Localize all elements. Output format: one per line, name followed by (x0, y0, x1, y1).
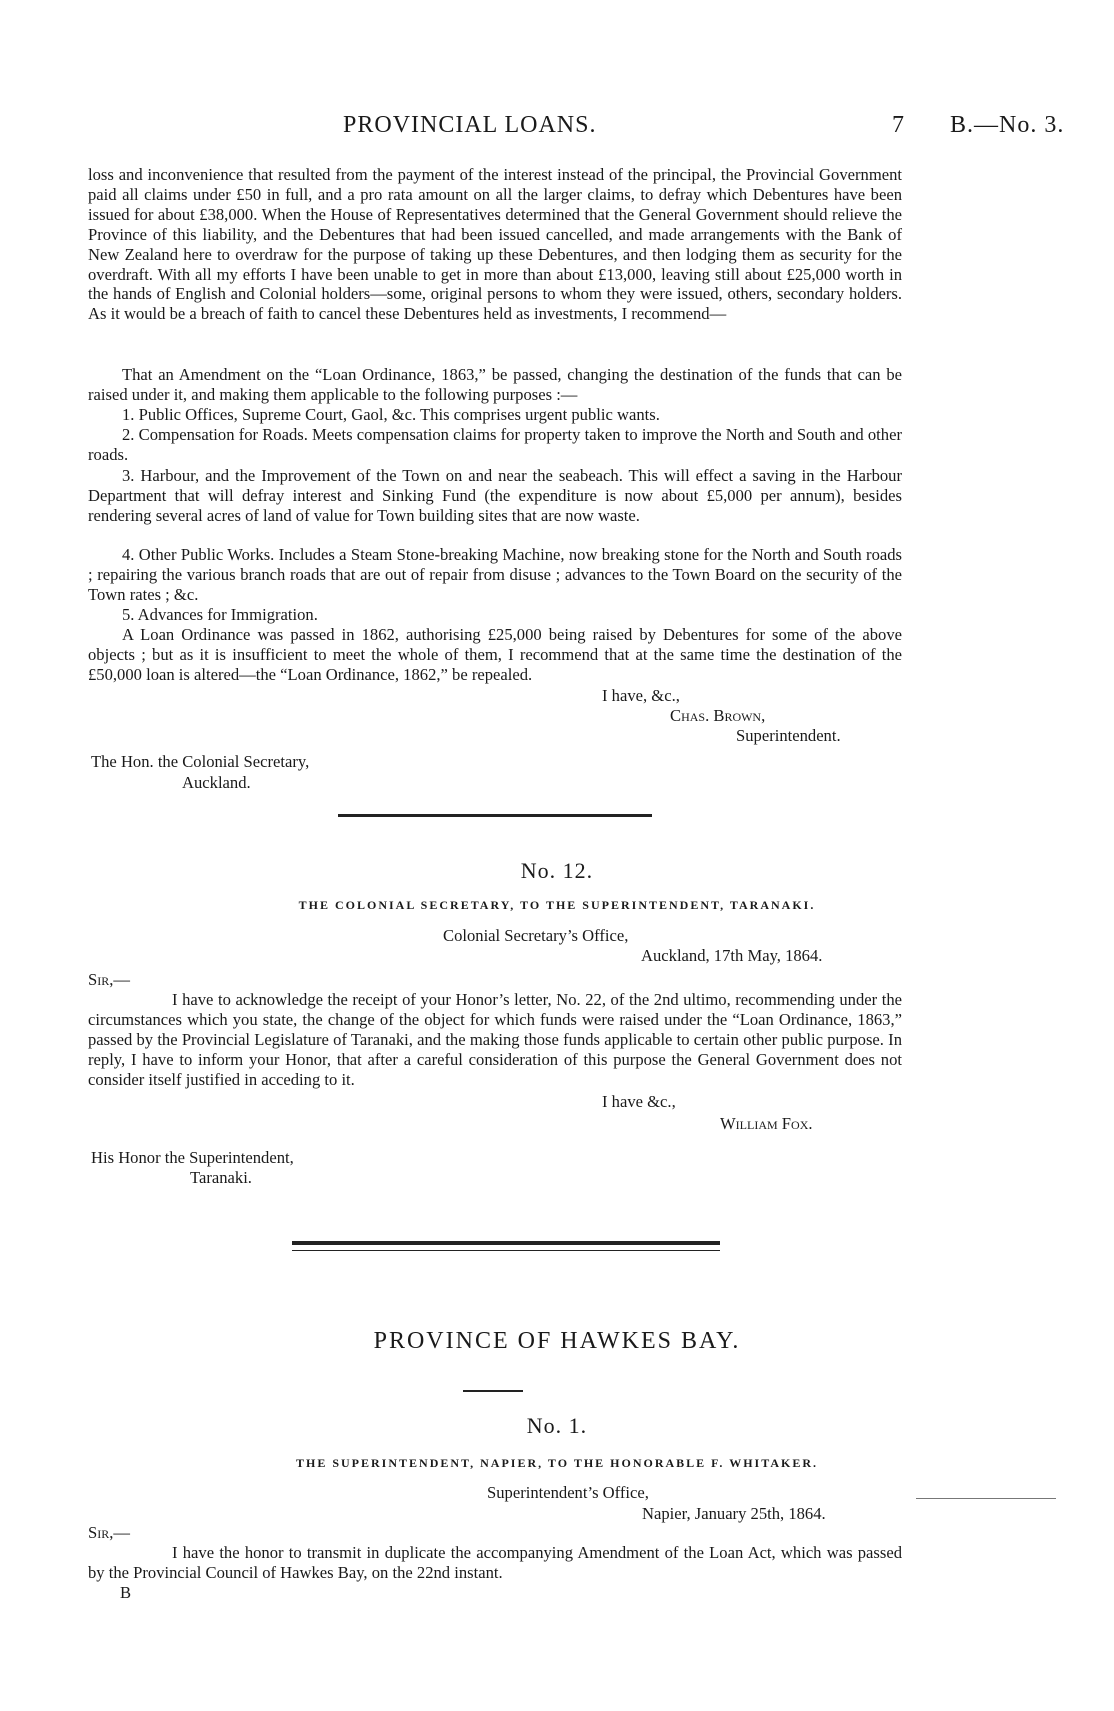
margin-rule (916, 1498, 1056, 1499)
letter1-addressee-line2: Auckland. (182, 773, 251, 792)
letter3-heading: THE SUPERINTENDENT, NAPIER, TO THE HONORABLE F. WHITAKER. (296, 1456, 818, 1470)
letter1-list-item-5: 5. Advances for Immigration. (122, 605, 318, 624)
letter2-heading: THE COLONIAL SECRETARY, TO THE SUPERINTENDENT, TARANAKI. (298, 898, 816, 912)
letter2-closing: I have &c., (602, 1092, 676, 1111)
letter1-list-item-3: 3. Harbour, and the Improvement of the Town on and near the seabeach. This will effect a saving in the Harbour Department that will defray interest and Sinking Fund (the expenditure is now about £5,000 per annum), besides rendering several acres of land of value for Town building sites that are now waste. (88, 466, 902, 525)
letter1-closing: I have, &c., (602, 686, 680, 705)
letter2-body: I have to acknowledge the receipt of your Honor’s letter, No. 22, of the 2nd ultimo, recommending under the circumstances which you state, the change of the object for which funds were raised under the “Loan Ordinance, 1863,” passed by the Provincial Legislature of Taranaki, and the making those funds applicable to certain other public purpose. In reply, I have to inform your Honor, that after a careful consideration of this purpose the General Government does not consider itself justified in acceding to it. (88, 990, 902, 1089)
letter1-list-item-4: 4. Other Public Works. Includes a Steam Stone-breaking Machine, now breaking stone for the North and South roads ; repairing the various branch roads that are out of repair from disuse ; advances to the Town Board on the security of the Town rates ; &c. (88, 545, 902, 604)
letter2-place-line2: Auckland, 17th May, 1864. (641, 946, 823, 965)
letter1-paragraph-3: A Loan Ordinance was passed in 1862, authorising £25,000 being raised by Debentures for some of the above objects ; but as it is insufficient to meet the whole of them, I recommend that at the same time the destination of the £50,000 loan is altered—the “Loan Ordinance, 1862,” be repealed. (88, 625, 902, 684)
section-title: PROVINCE OF HAWKES BAY. (373, 1328, 741, 1354)
letter1-list-item-1: 1. Public Offices, Supreme Court, Gaol, &c. This comprises urgent public wants. (122, 405, 660, 424)
letter3-body: I have the honor to transmit in duplicate the accompanying Amendment of the Loan Act, which was passed by the Provincial Council of Hawkes Bay, on the 22nd instant. (88, 1543, 902, 1582)
section-divider-double (292, 1241, 720, 1245)
letter1-addressee-line1: The Hon. the Colonial Secretary, (91, 752, 310, 771)
letter1-list-item-2: 2. Compensation for Roads. Meets compensation claims for property taken to improve the North and South and other roads. (88, 425, 902, 464)
section-divider (338, 814, 652, 817)
letter2-number: No. 12. (520, 858, 594, 883)
letter3-place-line2: Napier, January 25th, 1864. (642, 1504, 826, 1523)
letter3-place-line1: Superintendent’s Office, (487, 1483, 649, 1502)
letter2-signature: William Fox. (720, 1114, 813, 1133)
letter1-paragraph-2: That an Amendment on the “Loan Ordinance, 1863,” be passed, changing the destination of the funds that can be raised under it, and making them applicable to the following purposes :— (88, 365, 902, 404)
letter1-signature: Chas. Brown, (670, 706, 766, 725)
document-reference: B.—No. 3. (950, 112, 1065, 138)
letter2-place-line1: Colonial Secretary’s Office, (443, 926, 629, 945)
page-header-title: PROVINCIAL LOANS. (343, 112, 597, 138)
signature-mark: B (120, 1583, 132, 1602)
letter2-addressee-line2: Taranaki. (190, 1168, 252, 1187)
letter3-salutation: Sir,— (88, 1523, 130, 1542)
page-number: 7 (892, 112, 905, 138)
short-rule (463, 1390, 523, 1392)
letter3-number: No. 1. (526, 1413, 588, 1438)
letter2-salutation: Sir,— (88, 970, 130, 989)
letter1-signature-title: Superintendent. (736, 726, 841, 745)
letter2-addressee-line1: His Honor the Superintendent, (91, 1148, 294, 1167)
letter1-paragraph-1: loss and inconvenience that resulted from the payment of the interest instead of the principal, the Provincial Government paid all claims under £50 in full, and a pro rata amount on all the larger claims, to defray which Debentures have been issued for about £38,000. When the House of Representatives determined that the General Government should relieve the Province of this liability, and the Debentures that had been issued cancelled, and made arrangements with the Bank of New Zealand here to overdraw for the purpose of taking up these Debentures, and then lodging them as security for the overdraft. With all my efforts I have been unable to get in more than about £13,000, leaving still about £25,000 worth in the hands of English and Colonial holders—some, original persons to whom they were issued, others, secondary holders. As it would be a breach of faith to cancel these Debentures held as investments, I recommend— (88, 165, 902, 324)
section-divider-thin (292, 1250, 720, 1251)
